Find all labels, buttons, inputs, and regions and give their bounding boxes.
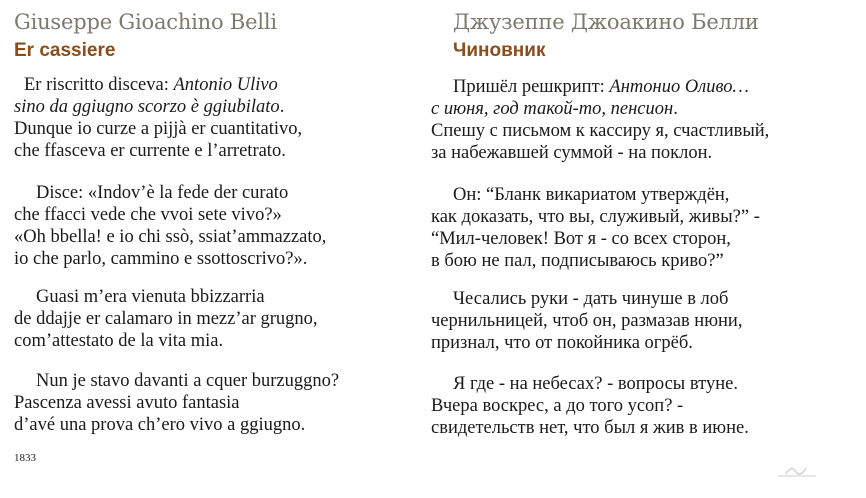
verse-text: Я где - на небесах? - вопросы втуне. xyxy=(453,374,738,394)
verse-line xyxy=(14,74,302,96)
verse-italic-text: Antonio Ulivo xyxy=(173,75,278,95)
verse-text: . xyxy=(673,99,678,119)
verse-line xyxy=(14,370,339,392)
verse-text: Он: “Бланк викариатом утверждён, xyxy=(453,185,730,205)
verse-line xyxy=(431,206,760,228)
verse-line xyxy=(14,308,318,330)
verse-text: Nun je stavo davanti a cquer burzuggno? xyxy=(36,371,340,391)
poem-year: 1833 xyxy=(14,452,36,464)
poem-title-russian: Чиновник xyxy=(453,40,546,61)
verse-text: Er riscritto disceva: xyxy=(24,75,174,95)
signature-mark xyxy=(776,460,820,480)
stanza xyxy=(431,373,749,439)
verse-italic-text: с июня, год такой-то, пенсион xyxy=(431,99,674,119)
verse-line xyxy=(431,250,760,272)
stanza xyxy=(14,74,302,162)
stanza xyxy=(431,76,769,164)
verse-text: признал, что от покойника огрёб. xyxy=(431,333,693,353)
verse-line xyxy=(14,226,326,248)
verse-text: Dunque io curze a pijjà er cuantitativo, xyxy=(14,119,303,139)
verse-text: за набежавшей суммой - на поклон. xyxy=(431,143,713,163)
verse-text: «Oh bbella! e io chi ssò, ssiat’ammazzato, xyxy=(14,227,327,247)
verse-italic-text: sino da ggiugno scorzo è ggiubilato xyxy=(14,97,280,117)
verse-line xyxy=(431,142,769,164)
stanza xyxy=(14,286,318,352)
verse-text: . xyxy=(279,97,285,117)
verse-line xyxy=(14,182,326,204)
verse-text: io che parlo, cammino e ssottoscrivo?». xyxy=(14,249,308,269)
stanza xyxy=(431,288,742,354)
verse-line xyxy=(431,395,749,417)
verse-text: d’avé una prova ch’ero vivo a ggiugno. xyxy=(14,415,306,435)
verse-text: com’attestato de la vita mia. xyxy=(14,331,224,351)
verse-text: Спешу с письмом к кассиру я, счастливый, xyxy=(431,121,770,141)
verse-text: свидетельств нет, что был я жив в июне. xyxy=(431,418,749,438)
poem-title-italian: Er cassiere xyxy=(14,40,116,61)
verse-line xyxy=(14,140,302,162)
verse-line xyxy=(431,98,769,120)
verse-text: de ddajje er calamaro in mezz’ar grugno, xyxy=(14,309,318,329)
verse-text: Guasi m’era vienuta bbizzarria xyxy=(36,287,265,307)
verse-line xyxy=(431,76,769,98)
verse-line xyxy=(14,286,318,308)
verse-line xyxy=(431,120,769,142)
stanza xyxy=(14,370,339,436)
verse-text: в бою не пал, подписываюсь криво?” xyxy=(431,251,724,271)
verse-line xyxy=(14,118,302,140)
author-name-italian: Giuseppe Gioachino Belli xyxy=(14,10,277,34)
verse-line xyxy=(14,330,318,352)
stanza xyxy=(431,184,760,272)
verse-text: che ffacci vede che vvoi sete vivo?» xyxy=(14,205,282,225)
verse-text: Disce: «Indov’è la fede der curato xyxy=(36,183,289,203)
author-name-russian: Джузеппе Джоакино Белли xyxy=(453,10,759,34)
verse-line xyxy=(14,204,326,226)
verse-line xyxy=(431,373,749,395)
stanza xyxy=(14,182,326,270)
verse-line xyxy=(431,288,742,310)
verse-line xyxy=(431,228,760,250)
verse-line xyxy=(431,184,760,206)
verse-line xyxy=(431,417,749,439)
verse-line xyxy=(14,248,326,270)
verse-text: “Мил-человек! Вот я - со всех сторон, xyxy=(431,229,731,249)
verse-text: Чесались руки - дать чинуше в лоб xyxy=(453,289,729,309)
verse-line xyxy=(14,392,339,414)
verse-text: Пришёл решкрипт: xyxy=(453,77,610,97)
verse-line xyxy=(431,332,742,354)
verse-line xyxy=(431,310,742,332)
verse-text: Вчера воскрес, а до того усоп? - xyxy=(431,396,684,416)
verse-text: как доказать, что вы, служивый, живы?” - xyxy=(431,207,760,227)
verse-text: чернильницей, чтоб он, размазав нюни, xyxy=(431,311,743,331)
verse-text: che ffasceva er currente e l’arretrato. xyxy=(14,141,286,161)
verse-line xyxy=(14,96,302,118)
verse-text: Pascenza avessi avuto fantasia xyxy=(14,393,240,413)
verse-italic-text: Антонио Оливо… xyxy=(609,77,749,97)
verse-line xyxy=(14,414,339,436)
